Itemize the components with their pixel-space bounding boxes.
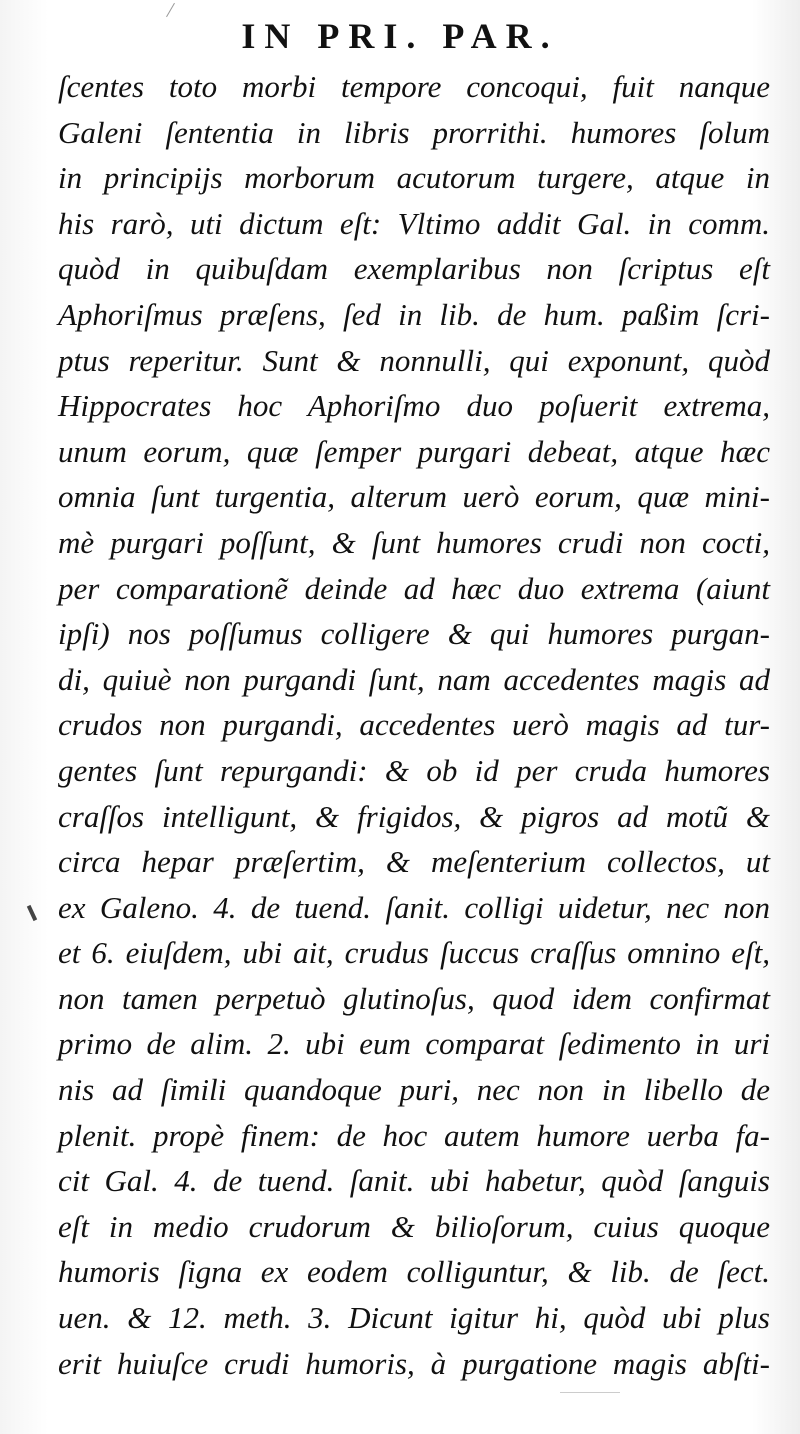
text-line: Galeni ſententia in libris prorrithi. humores ſolum [58,114,770,150]
text-line: per comparationẽ deinde ad hæc duo extrema (aiunt [58,570,770,606]
text-line: nis ad ſimili quandoque puri, nec non in libello de [58,1072,770,1108]
text-line: mè purgari poſſunt, & ſunt humores crudi non cocti, [58,524,770,560]
text-line: humoris ſigna ex eodem colliguntur, & lib. de ſect. [58,1254,770,1290]
text-line: ex Galeno. 4. de tuend. ſanit. colligi uidetur, nec non [58,889,770,925]
page-edge [560,1392,620,1393]
text-line: in principijs morborum acutorum turgere, atque in [58,160,770,196]
text-line: omnia ſunt turgentia, alterum uerò eorum, quæ mini- [58,479,770,515]
text-line: ipſi) nos poſſumus colligere & qui humores purgan- [58,616,770,652]
body-text [58,64,770,1386]
text-line: ſcentes toto morbi tempore concoqui, fuit nanque [58,69,770,104]
text-line: cit Gal. 4. de tuend. ſanit. ubi habetur, quòd ſanguis [58,1163,770,1199]
text-line: circa hepar præſertim, & meſenterium collectos, ut [58,844,770,880]
text-line: unum eorum, quæ ſemper purgari debeat, atque hæc [58,433,770,469]
text-line: Aphoriſmus præſens, ſed in lib. de hum. paßim ſcri- [58,296,770,332]
text-line: ptus reperitur. Sunt & nonnulli, qui exponunt, quòd [58,342,770,378]
text-line: plenit. propè finem: de hoc autem humore uerba fa- [58,1117,770,1153]
text-line: et 6. eiuſdem, ubi ait, crudus ſuccus craſſus omnino eſt, [58,935,770,971]
text-line: di, quiuè non purgandi ſunt, nam accedentes magis ad [58,661,770,697]
text-line: non tamen perpetuò glutinoſus, quod idem confirmat [58,980,770,1016]
text-line: primo de alim. 2. ubi eum comparat ſedimento in uri [58,1026,770,1062]
text-line: erit huiuſce crudi humoris, à purgatione magis abſti- [58,1345,770,1381]
text-line: gentes ſunt repurgandi: & ob id per cruda humores [58,752,770,788]
text-line: craſſos intelligunt, & frigidos, & pigros ad motũ & [58,798,770,834]
ink-blot [27,905,37,921]
text-line: crudos non purgandi, accedentes uerò magis ad tur- [58,707,770,743]
text-line: his rarò, uti dictum eſt: Vltimo addit Gal. in comm. [58,205,770,241]
running-head: IN PRI. PAR. [241,16,559,56]
text-line: eſt in medio crudorum & bilioſorum, cuius quoque [58,1208,770,1244]
text-line: Hippocrates hoc Aphoriſmo duo poſuerit extrema, [58,388,770,424]
text-line: uen. & 12. meth. 3. Dicunt igitur hi, quòd ubi plus [58,1300,770,1336]
text-line: quòd in quibuſdam exemplaribus non ſcriptus eſt [58,251,770,287]
